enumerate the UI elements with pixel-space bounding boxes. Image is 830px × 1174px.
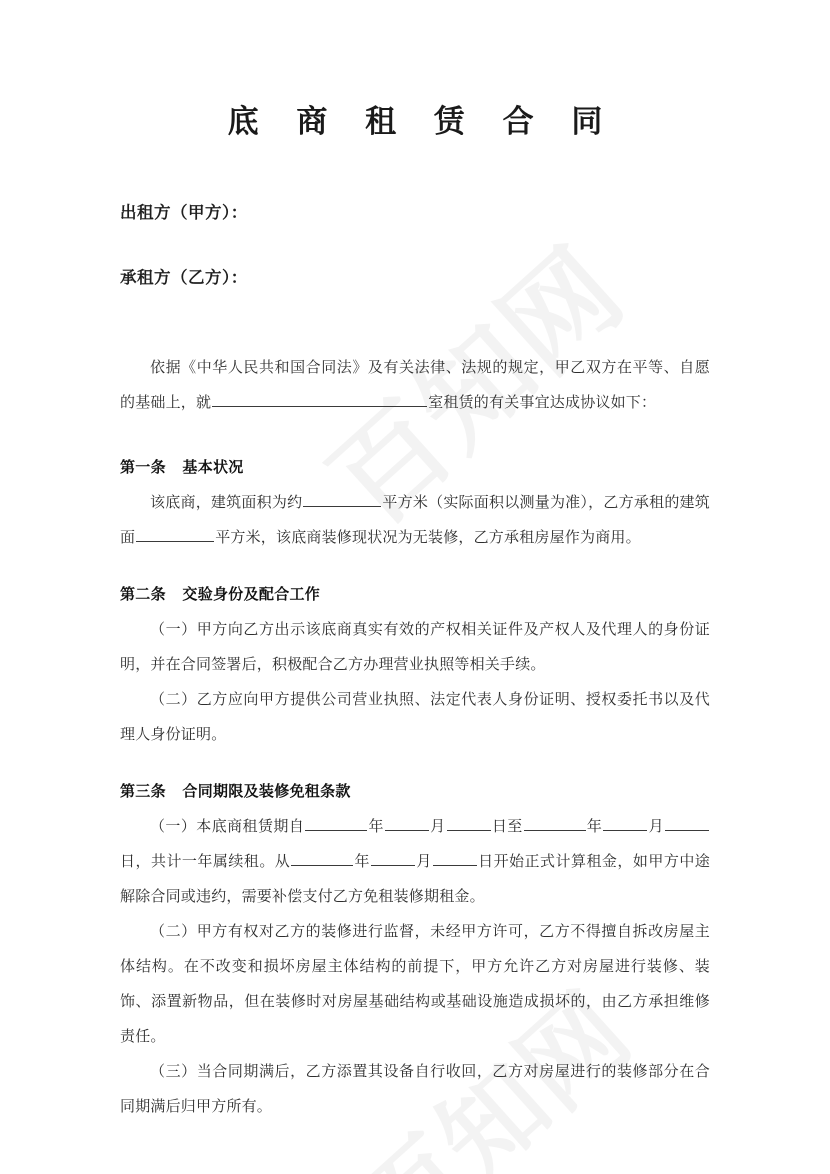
paragraph-text: （三）当合同期满后，乙方添置其设备自行收回，乙方对房屋进行的装修部分在合同期满后归甲方所有。 [120, 1064, 710, 1115]
section-title: 交验身份及配合工作 [182, 587, 321, 603]
paragraph-text: 平方米，该底商装修现状况为无装修，乙方承租房屋作为商用。 [215, 530, 641, 546]
section-number: 第一条 [120, 460, 166, 476]
blank-field[interactable] [433, 850, 477, 866]
section-title: 合同期限及装修免租条款 [182, 784, 351, 800]
preamble-text-before: 依据《中华人民共和国合同法》及有关法律、法规的规定，甲乙双方在平等、自愿的基础上，就 [120, 360, 710, 411]
section-paragraph [120, 1055, 710, 1125]
paragraph-text: 年 [354, 854, 371, 870]
paragraph-text: 年 [586, 819, 603, 835]
paragraph-text: 月 [416, 854, 432, 870]
blank-field[interactable] [524, 815, 586, 831]
section-paragraph [120, 810, 710, 915]
blank-field[interactable] [371, 850, 415, 866]
section-paragraph [120, 486, 710, 556]
section-number: 第三条 [120, 784, 166, 800]
paragraph-text: 日开始正式计算租金，如甲方中途解除合同或违约，需要补偿支付乙方免租装修期租金。 [120, 854, 711, 905]
preamble-text-after: 室租赁的有关事宜达成协议如下： [428, 395, 657, 411]
paragraph-text: 年 [368, 819, 384, 835]
spacer [120, 421, 710, 451]
spacer [120, 329, 710, 351]
paragraph-text: 月 [648, 819, 664, 835]
party-block [120, 199, 710, 288]
paragraph-text: （一）甲方向乙方出示该底商真实有效的产权相关证件及产权人及代理人的身份证明，并在合同签署后，积极配合乙方办理营业执照等相关手续。 [120, 622, 710, 673]
paragraph-text: 月 [429, 819, 446, 835]
section-number: 第二条 [120, 587, 166, 603]
preamble-paragraph [120, 351, 710, 421]
blank-field[interactable] [603, 815, 647, 831]
paragraph-text: 平方米（实际面积以测量为准），乙方承租的建筑面 [120, 495, 710, 546]
page-title: 底 商 租 赁 合 同 [227, 104, 618, 139]
section-paragraph [120, 683, 710, 753]
blank-field[interactable] [303, 491, 381, 507]
lessor-label: 出租方（甲方）： [120, 203, 248, 222]
section-title: 基本状况 [182, 460, 244, 476]
spacer [120, 556, 710, 578]
spacer [120, 753, 710, 775]
blank-field[interactable] [447, 815, 491, 831]
section-heading [120, 451, 710, 486]
section-paragraph [120, 915, 710, 1055]
paragraph-text: 该底商，建筑面积为约 [150, 495, 303, 511]
blank-field[interactable] [385, 815, 429, 831]
paragraph-text: （二）甲方有权对乙方的装修进行监督，未经甲方许可，乙方不得擅自拆改房屋主体结构。在不改变和损坏房屋主体结构的前提下，甲方允许乙方对房屋进行装修、装饰、添置新物品，但在装修时对房屋基础结构或基础设施造成损坏的，由乙方承担维修责任。 [120, 924, 710, 1045]
blank-field[interactable] [136, 526, 214, 542]
sections-container [120, 451, 710, 1125]
blank-field[interactable] [291, 850, 353, 866]
paragraph-text: 日至 [491, 819, 523, 835]
blank-field[interactable] [665, 815, 709, 831]
paragraph-text: （一）本底商租赁期自 [150, 819, 305, 835]
section-heading [120, 775, 710, 810]
section-paragraph [120, 613, 710, 683]
section-heading [120, 578, 710, 613]
paragraph-text: 日，共计一年属续租。从 [120, 854, 291, 870]
blank-field[interactable] [305, 815, 367, 831]
paragraph-text: （二）乙方应向甲方提供公司营业执照、法定代表人身份证明、授权委托书以及代理人身份证明。 [120, 692, 710, 743]
premises-blank-field[interactable] [212, 391, 427, 407]
lessee-label: 承租方（乙方）： [120, 268, 248, 287]
